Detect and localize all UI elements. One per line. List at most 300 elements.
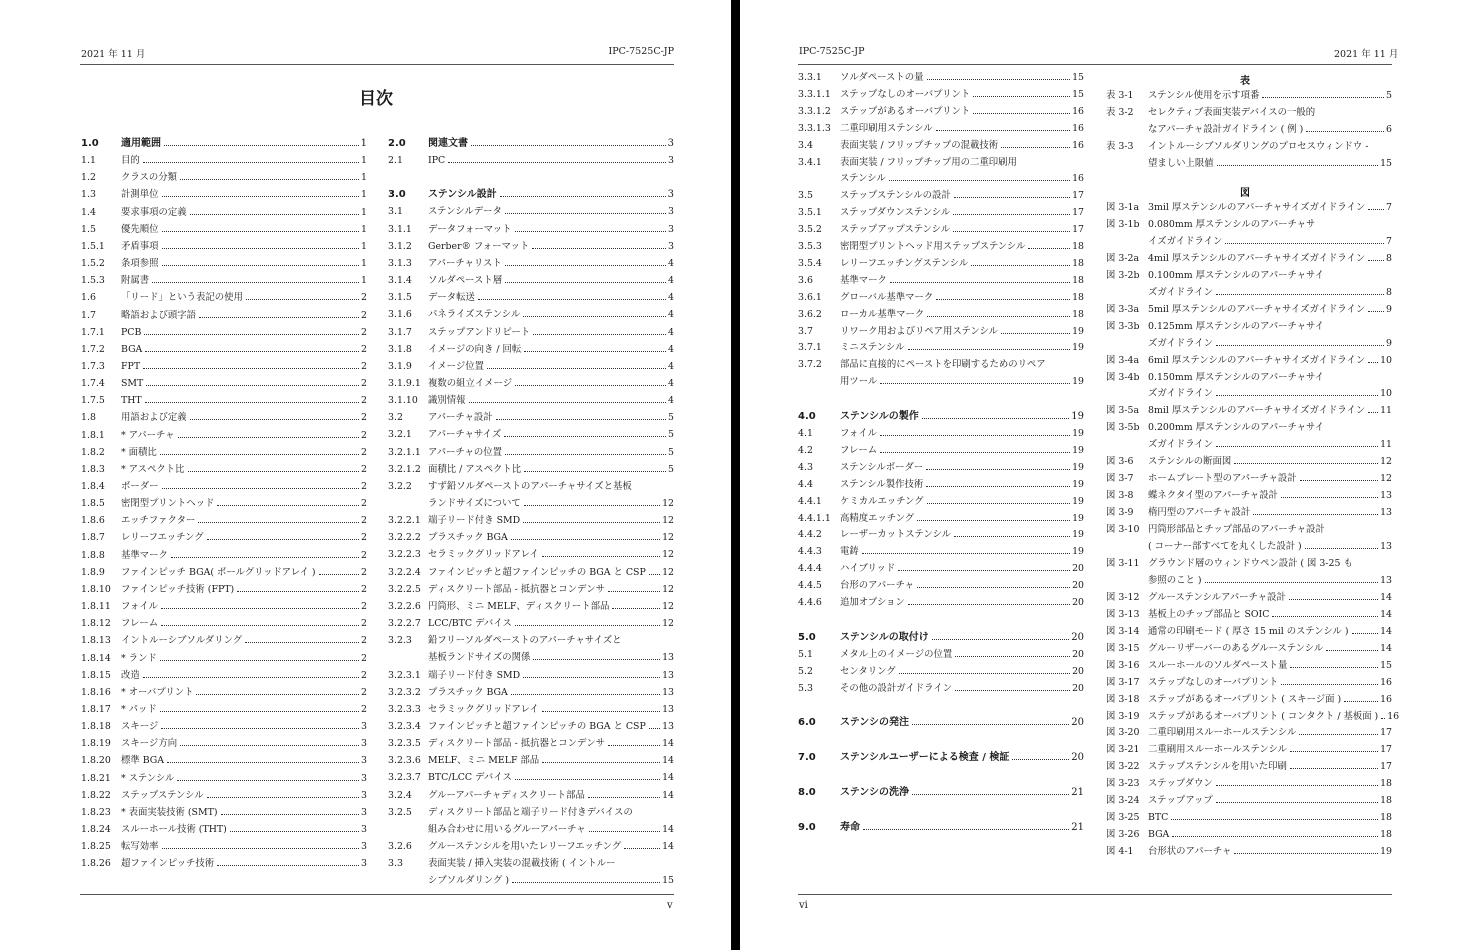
- entry-title: ホームプレート型のアパーチャ設計: [1148, 473, 1297, 485]
- entry-number: 3.2.2.5: [388, 583, 421, 595]
- toc-entry: [81, 394, 367, 408]
- toc-entry: [1106, 845, 1392, 859]
- toc-entry: [81, 566, 367, 580]
- entry-number: 3.7.2: [798, 359, 822, 371]
- entry-number: 5.1: [798, 648, 813, 660]
- entry-title: 二重刷用スルーホールステンシル: [1148, 744, 1288, 756]
- entry-page: 14: [662, 789, 674, 801]
- entry-page: 20: [1071, 752, 1084, 764]
- entry-page: 6: [1386, 124, 1392, 136]
- toc-entry: [81, 309, 367, 323]
- entry-title: ステップなしのオーバプリント: [1148, 676, 1279, 688]
- dot-leader: [1012, 759, 1069, 760]
- entry-page: 8: [1386, 252, 1392, 264]
- dot-leader: [505, 282, 666, 283]
- dot-leader: [152, 282, 359, 283]
- dot-leader: [898, 570, 1070, 571]
- entry-number: 3.2.2.4: [388, 566, 421, 578]
- dot-leader: [1234, 853, 1378, 854]
- dot-leader: [230, 831, 359, 832]
- entry-number: 1.5.1: [81, 240, 105, 252]
- entry-title: エッチファクター: [121, 515, 196, 527]
- entry-title: 6mil 厚ステンシルのアパーチャサイズガイドライン: [1148, 354, 1366, 366]
- toc-entry: [1106, 235, 1392, 249]
- dot-leader: [1205, 582, 1379, 583]
- entry-number: 1.8.26: [81, 858, 111, 870]
- dot-leader: [1216, 785, 1378, 786]
- dot-leader: [504, 436, 666, 437]
- toc-entry: [798, 257, 1084, 271]
- toc-entry: [798, 206, 1084, 220]
- entry-number: 1.8.6: [81, 515, 105, 527]
- dot-leader: [190, 214, 359, 215]
- entry-title: 通常の印刷モード ( 厚さ 15 mil のステンシル ): [1148, 625, 1349, 637]
- dot-leader: [880, 452, 1070, 453]
- dot-leader: [533, 659, 660, 660]
- entry-page: 2: [361, 515, 367, 527]
- toc-entry: [388, 223, 674, 237]
- toc-entry: [798, 665, 1084, 679]
- entry-page: 14: [1380, 608, 1392, 620]
- footer-rule: [80, 894, 674, 895]
- toc-entry: [1106, 608, 1392, 622]
- dot-leader: [899, 673, 1070, 674]
- dot-leader: [523, 316, 666, 317]
- dot-leader: [162, 848, 360, 849]
- entry-page: 13: [662, 669, 674, 681]
- dot-leader: [926, 469, 1070, 470]
- entry-title: ランドサイズについて: [428, 498, 521, 509]
- entry-title: BGA: [1148, 829, 1170, 841]
- entry-number: 3.2.3.3: [388, 703, 421, 715]
- dot-leader: [908, 349, 1071, 350]
- entry-page: 2: [361, 566, 367, 578]
- entry-number: 図 3-20: [1106, 727, 1140, 739]
- entry-title: 二重印刷用スルーホールステンシル: [1148, 727, 1297, 739]
- dot-leader: [178, 437, 360, 438]
- entry-title: * ランド: [121, 652, 157, 664]
- entry-title: アパーチャリスト: [428, 257, 502, 269]
- entry-title: クラスの分類: [121, 172, 177, 184]
- entry-title: スキージ方向: [121, 738, 178, 750]
- entry-number: 5.0: [798, 631, 816, 643]
- toc-entry: [388, 343, 674, 357]
- entry-page: 2: [361, 481, 367, 492]
- entry-title: 用ツール: [840, 376, 878, 388]
- entry-title: アパーチャの位置: [428, 446, 502, 458]
- entry-number: 4.2: [798, 444, 813, 456]
- entry-title: 高精度エッチング: [840, 512, 915, 524]
- entry-page: 13: [662, 652, 674, 664]
- toc-entry: [388, 703, 674, 717]
- entry-page: 20: [1072, 665, 1084, 677]
- dot-leader: [1305, 548, 1378, 549]
- dot-leader: [511, 694, 660, 695]
- toc-entry: [388, 411, 674, 425]
- entry-page: 16: [1380, 676, 1392, 688]
- dot-leader: [143, 368, 359, 369]
- entry-page: 12: [662, 583, 674, 595]
- entry-title: 「リード」という表記の使用: [121, 292, 243, 304]
- entry-title: データ転送: [428, 292, 475, 304]
- dot-leader: [589, 831, 660, 832]
- toc-entry: [81, 789, 367, 803]
- toc-entry: [1106, 726, 1392, 740]
- dot-leader: [954, 197, 1070, 198]
- entry-title: 密閉型プリントヘッド: [121, 498, 215, 510]
- entry-title: ステンシルの取付け: [840, 631, 929, 643]
- entry-number: 3.7.1: [798, 342, 822, 354]
- toc-entry: [798, 291, 1084, 305]
- entry-title: * オーバプリント: [121, 686, 194, 698]
- entry-page: 2: [361, 549, 367, 561]
- dot-leader: [515, 231, 667, 232]
- entry-page: 2: [361, 395, 367, 407]
- entry-title: 円筒形部品とチップ部品のアパーチャ設計: [1148, 524, 1325, 536]
- entry-title: イントルーシブソルダリング: [121, 635, 243, 647]
- entry-number: 1.8.2: [81, 446, 105, 458]
- toc-entry: [1106, 303, 1392, 317]
- entry-number: 3.2.2.2: [388, 532, 421, 544]
- entry-number: 3.5: [798, 190, 813, 202]
- entry-title: THT: [121, 395, 142, 407]
- entry-number: 3.2.1: [388, 429, 412, 441]
- entry-page: 14: [1380, 642, 1392, 654]
- dot-leader: [1290, 768, 1378, 769]
- dot-leader: [245, 642, 359, 643]
- toc-entry: [798, 156, 1084, 170]
- entry-title: 二重印刷用ステンシル: [840, 122, 933, 134]
- entry-title: 改造: [121, 669, 140, 681]
- entry-number: 1.8.7: [81, 532, 105, 544]
- toc-entry: [388, 394, 674, 408]
- toc-entry: [798, 240, 1084, 254]
- entry-title: 5mil 厚ステンシルのアパーチャサイズガイドライン: [1148, 303, 1366, 315]
- entry-number: 3.2.2.7: [388, 618, 421, 630]
- toc-entry: [81, 274, 367, 288]
- entry-page: 2: [361, 703, 367, 715]
- entry-number: 4.1: [798, 428, 813, 439]
- toc-entry: [81, 291, 367, 305]
- toc-entry: [1106, 455, 1392, 469]
- entry-title: グルーステンシルを用いたレリーフエッチング: [428, 841, 622, 852]
- entry-page: 4: [668, 309, 674, 321]
- toc-entry: [798, 375, 1084, 389]
- entry-title: なアパーチャ設計ガイドライン ( 例 ): [1148, 124, 1304, 136]
- entry-page: 12: [662, 618, 674, 630]
- dot-leader: [246, 299, 359, 300]
- entry-title: ステンシルデータ: [428, 206, 502, 218]
- entry-page: 1: [361, 223, 367, 235]
- toc-entry: [388, 806, 674, 820]
- toc-entry: [798, 189, 1084, 203]
- entry-page: 3: [361, 824, 367, 835]
- entry-page: 3: [361, 755, 367, 767]
- entry-title: ディスクリート部品と端子リード付きデバイスの: [428, 806, 633, 818]
- toc-entry: [1106, 676, 1392, 690]
- dot-leader: [624, 848, 660, 849]
- entry-page: 16: [1072, 122, 1084, 134]
- left-page: [0, 0, 731, 950]
- dot-leader: [190, 419, 359, 420]
- toc-entry: [388, 789, 674, 803]
- entry-page: 3: [361, 738, 367, 750]
- dot-leader: [533, 334, 666, 335]
- entry-number: 5.3: [798, 682, 813, 694]
- entry-number: 3.2.1.1: [388, 446, 421, 458]
- entry-number: 1.6: [81, 292, 96, 304]
- dot-leader: [448, 162, 666, 163]
- entry-page: 3: [361, 806, 367, 818]
- entry-title: ボーダー: [121, 481, 159, 492]
- entry-title: ステンシル: [840, 173, 886, 185]
- entry-title: 0.080mm 厚ステンシルのアパーチャサ: [1148, 218, 1316, 230]
- entry-title: ファインピッチと超ファインピッチの BGA と CSP: [428, 566, 646, 578]
- entry-page: 1: [361, 172, 367, 184]
- toc-entry: [81, 634, 367, 648]
- entry-number: 1.7: [81, 309, 96, 321]
- entry-number: 3.2.3.6: [388, 755, 421, 767]
- entry-number: 1.0: [81, 138, 99, 149]
- toc-entry: [1106, 218, 1392, 232]
- entry-title: ファインピッチ BGA( ボールグリッドアレイ ): [121, 566, 316, 578]
- entry-number: 6.0: [798, 717, 816, 729]
- entry-page: 10: [1380, 354, 1392, 366]
- dot-leader: [863, 829, 1069, 830]
- page-title: 目次: [359, 89, 393, 109]
- toc-entry: [798, 427, 1084, 441]
- toc-entry: [1106, 506, 1392, 520]
- toc-entry: [1106, 106, 1392, 120]
- dot-leader: [1225, 243, 1384, 244]
- entry-number: 1.8: [81, 412, 96, 424]
- entry-title: 用語および定義: [121, 412, 187, 424]
- entry-page: 3: [361, 858, 367, 870]
- entry-page: 2: [361, 635, 367, 647]
- entry-page: 20: [1072, 597, 1084, 608]
- entry-title: ズガイドライン: [1148, 439, 1214, 451]
- dot-leader: [487, 368, 666, 369]
- dot-leader: [500, 196, 666, 197]
- entry-title: ステップダウンステンシル: [840, 207, 951, 219]
- entry-page: 19: [1072, 546, 1084, 558]
- entry-number: 1.8.3: [81, 463, 105, 475]
- entry-page: 5: [668, 463, 674, 475]
- entry-number: 4.4.1: [798, 495, 822, 507]
- dot-leader: [1234, 463, 1378, 464]
- header-rule: [80, 64, 674, 65]
- toc-entry: [81, 806, 367, 820]
- entry-title: セレクティブ表面実装デバイスの一般的: [1148, 107, 1316, 119]
- toc-entry: [1106, 574, 1392, 588]
- entry-title: * 表面実装技術 (SMT): [121, 806, 218, 818]
- toc-section-entry: [798, 786, 1084, 800]
- entry-page: 12: [662, 600, 674, 612]
- toc-entry: [1106, 794, 1392, 808]
- dot-leader: [1306, 131, 1384, 132]
- entry-number: 1.7.4: [81, 378, 105, 390]
- dot-leader: [160, 711, 359, 712]
- toc-entry: [388, 617, 674, 631]
- dot-leader: [1368, 311, 1384, 312]
- entry-title: 表面実装 / 挿入実装の混載技術 ( イントルー: [428, 858, 616, 870]
- entry-page: 4: [668, 257, 674, 269]
- entry-number: 3.1: [388, 206, 403, 218]
- dot-leader: [207, 539, 359, 540]
- entry-number: 7.0: [798, 752, 816, 764]
- entry-title: ステンシル使用を示す項番: [1148, 90, 1260, 101]
- entry-number: 1.8.23: [81, 806, 111, 818]
- dot-leader: [1290, 751, 1378, 752]
- entry-title: 部品に直接的にペーストを印刷するためのリペア: [840, 359, 1046, 371]
- toc-entry: [798, 545, 1084, 559]
- entry-title: ミニステンシル: [840, 342, 905, 354]
- right-page: [740, 0, 1474, 950]
- entry-title: 表面実装 / フリップチップの混載技術: [840, 139, 999, 151]
- dot-leader: [1216, 345, 1384, 346]
- entry-page: 3: [668, 223, 674, 235]
- entry-number: 3.2.1.2: [388, 463, 421, 475]
- dot-leader: [1001, 333, 1070, 334]
- toc-entry: [798, 596, 1084, 610]
- entry-title: 3mil 厚ステンシルのアパーチャサイズガイドライン: [1148, 202, 1366, 213]
- entry-page: 19: [1072, 428, 1084, 439]
- entry-title: BGA: [121, 343, 143, 355]
- toc-entry: [1106, 286, 1392, 300]
- entry-number: 3.2.2: [388, 480, 412, 492]
- entry-title: 基板上のチップ部品と SOIC: [1148, 608, 1270, 620]
- toc-entry: [1106, 811, 1392, 825]
- entry-number: 1.8.22: [81, 789, 111, 801]
- toc-entry: [81, 188, 367, 202]
- header-doc-id: IPC-7525C-JP: [799, 46, 865, 57]
- entry-title: 面積比 / アスペクト比: [428, 463, 522, 475]
- dot-leader: [649, 728, 660, 729]
- entry-page: 3: [361, 789, 367, 801]
- toc-section-entry: [388, 188, 674, 202]
- entry-title: セラミックグリッドアレイ: [428, 703, 539, 715]
- entry-title: 基準マーク: [840, 274, 887, 286]
- entry-title: ズガイドライン: [1148, 286, 1214, 298]
- entry-title: プラスチック BGA: [428, 686, 508, 698]
- entry-title: 略語および頭字語: [121, 309, 197, 321]
- toc-section-entry: [81, 137, 367, 151]
- entry-title: LCC/BTC デバイス: [428, 618, 512, 630]
- toc-entry: [798, 444, 1084, 458]
- entry-number: 3.5.4: [798, 257, 822, 269]
- dot-leader: [207, 797, 359, 798]
- entry-title: * アパーチャ: [121, 429, 175, 441]
- entry-number: 1.5.3: [81, 275, 105, 287]
- toc-entry: [1106, 252, 1392, 266]
- dot-leader: [524, 471, 666, 472]
- entry-title: すず鉛ソルダペーストのアパーチャサイズと基板: [428, 480, 632, 492]
- entry-number: 1.8.21: [81, 772, 111, 784]
- entry-title: 識別情報: [428, 395, 466, 407]
- toc-entry: [1106, 625, 1392, 639]
- dot-leader: [160, 660, 359, 661]
- toc-entry: [798, 648, 1084, 662]
- entry-page: 3: [361, 772, 367, 784]
- entry-number: 2.1: [388, 155, 403, 167]
- entry-number: 図 3-18: [1106, 693, 1140, 705]
- entry-title: 8mil 厚ステンシルのアパーチャサイズガイドライン: [1148, 405, 1366, 417]
- entry-page: 20: [1072, 682, 1084, 694]
- entry-page: 3: [667, 189, 674, 201]
- entry-number: 3.2.3: [388, 635, 412, 647]
- toc-entry: [388, 531, 674, 545]
- entry-number: 4.0: [798, 410, 816, 422]
- entry-page: 20: [1071, 631, 1084, 643]
- toc-entry: [1106, 421, 1392, 435]
- header-rule: [798, 64, 1392, 65]
- entry-title: 矛盾事項: [121, 240, 159, 252]
- entry-title: 複数の組立イメージ: [428, 377, 513, 389]
- entry-number: 3.1.7: [388, 326, 412, 338]
- dot-leader: [542, 762, 660, 763]
- entry-title: プラスチック BGA: [428, 532, 508, 544]
- entry-page: 1: [361, 240, 367, 252]
- toc-entry: [798, 105, 1084, 119]
- toc-entry: [1106, 337, 1392, 351]
- entry-number: 図 3-5a: [1106, 405, 1140, 417]
- toc-entry: [81, 737, 367, 751]
- entry-number: 3.4: [798, 139, 813, 151]
- entry-title: ステップダウン: [1148, 778, 1213, 790]
- entry-number: 1.8.4: [81, 481, 105, 492]
- entry-number: 図 3-1b: [1106, 218, 1140, 230]
- entry-page: 2: [361, 669, 367, 681]
- toc-entry: [81, 429, 367, 443]
- entry-title: 附属書: [121, 275, 150, 287]
- entry-title: * パッド: [121, 703, 157, 715]
- toc-entry: [388, 634, 674, 648]
- entry-title: 円筒形、ミニ MELF、ディスクリート部品: [428, 600, 610, 612]
- dot-leader: [927, 316, 1070, 317]
- entry-number: 1.8.10: [81, 583, 111, 595]
- entry-title: ステンシルユーザーによる検査 / 検証: [840, 752, 1010, 764]
- entry-number: 1.7.1: [81, 326, 105, 338]
- entry-number: 3.0: [388, 189, 406, 201]
- toc-entry: [81, 377, 367, 391]
- dot-leader: [1326, 650, 1378, 651]
- toc-entry: [1106, 438, 1392, 452]
- entry-number: 3.1.4: [388, 275, 412, 287]
- dot-leader: [912, 724, 1069, 725]
- entry-title: 0.150mm 厚ステンシルのアパーチャサイ: [1148, 371, 1325, 383]
- entry-page: 2: [361, 652, 367, 664]
- entry-title: 電鋳: [840, 546, 859, 558]
- entry-page: 2: [361, 360, 367, 372]
- toc-section-entry: [388, 137, 674, 151]
- entry-title: ステップステンシルの設計: [840, 190, 951, 202]
- entry-page: 17: [1380, 744, 1392, 756]
- toc-entry: [798, 528, 1084, 542]
- dot-leader: [523, 522, 660, 523]
- entry-page: 13: [1380, 490, 1392, 502]
- toc-entry: [388, 291, 674, 305]
- toc-entry: [1106, 404, 1392, 418]
- dot-leader: [922, 418, 1069, 419]
- dot-leader: [542, 711, 660, 712]
- toc-entry: [81, 326, 367, 340]
- toc-entry: [1106, 89, 1392, 103]
- dot-leader: [955, 690, 1070, 691]
- dot-leader: [319, 574, 360, 575]
- dot-leader: [144, 334, 359, 335]
- entry-title: その他の設計ガイドライン: [840, 682, 952, 694]
- entry-title: * アスペクト比: [121, 463, 185, 475]
